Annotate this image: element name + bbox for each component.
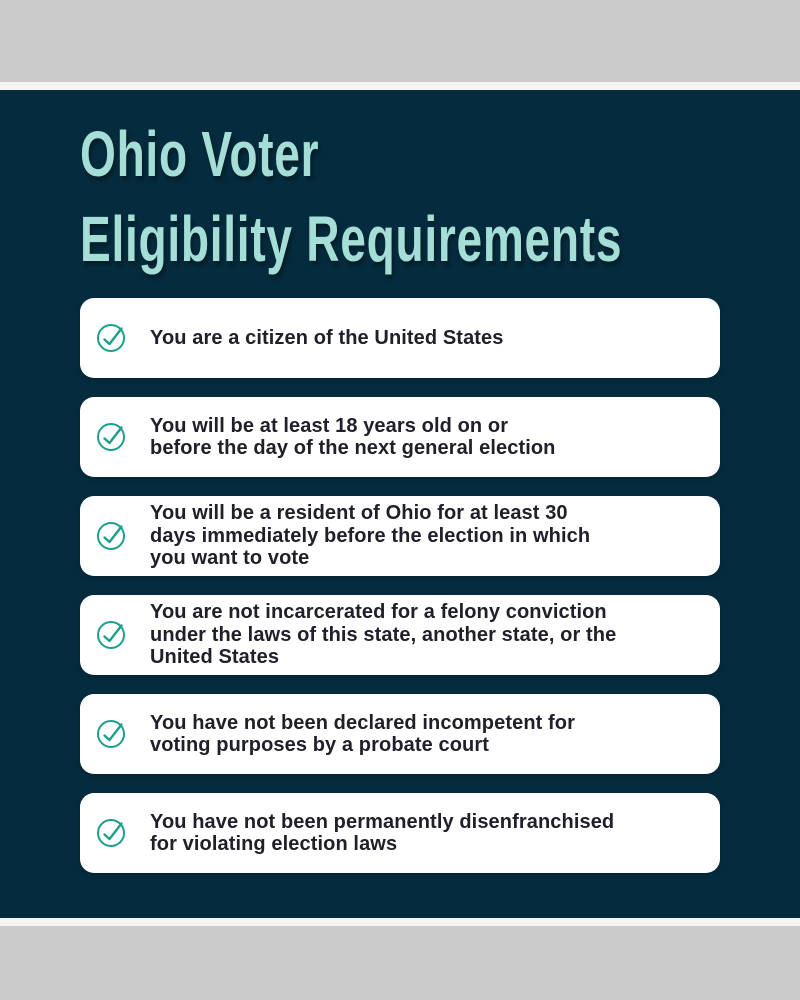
- requirement-text-line: You will be a resident of Ohio for at least 30: [150, 502, 568, 525]
- title-line-1: Ohio Voter: [80, 118, 320, 190]
- requirement-text: [150, 415, 556, 460]
- requirement-card: [80, 595, 720, 675]
- requirement-text-line: You are a citizen of the United States: [150, 326, 504, 349]
- main-panel: [0, 90, 800, 918]
- top-border-band: [0, 0, 800, 82]
- requirement-card: [80, 298, 720, 378]
- requirement-text: [150, 811, 614, 856]
- requirement-text-line: before the day of the next general election: [150, 437, 556, 459]
- page-title: [80, 112, 720, 282]
- check-circle-icon: [96, 619, 128, 651]
- check-circle-icon: [96, 817, 128, 849]
- check-circle-icon: [96, 421, 128, 453]
- requirement-text-line: under the laws of this state, another state, or the: [150, 623, 617, 646]
- title-line-2: Eligibility Requirements: [80, 203, 623, 275]
- requirement-card: [80, 694, 720, 774]
- requirement-card: [80, 496, 720, 576]
- requirement-text-line: You have not been declared incompetent for: [150, 711, 576, 734]
- check-circle-icon: [96, 718, 128, 750]
- requirement-text-line: days immediately before the election in which: [150, 524, 591, 547]
- requirement-text-line: for violating election laws: [150, 833, 398, 855]
- requirements-list: [80, 298, 720, 873]
- requirement-text-line: You are not incarcerated for a felony conviction: [150, 601, 607, 624]
- requirement-text-line: You have not been permanently disenfranchised: [150, 810, 615, 833]
- bottom-rule: [0, 918, 800, 926]
- requirement-text: [150, 601, 616, 669]
- requirement-card: [80, 397, 720, 477]
- requirement-text: [150, 712, 575, 757]
- check-circle-icon: [96, 520, 128, 552]
- requirement-text-line: United States: [150, 646, 280, 669]
- requirement-text-line: You will be at least 18 years old on or: [150, 414, 509, 437]
- requirement-text-line: you want to vote: [150, 547, 310, 570]
- requirement-text: [150, 327, 504, 350]
- requirement-card: [80, 793, 720, 873]
- top-rule: [0, 82, 800, 90]
- requirement-text: [150, 502, 590, 570]
- requirement-text-line: voting purposes by a probate court: [150, 734, 489, 756]
- check-circle-icon: [96, 322, 128, 354]
